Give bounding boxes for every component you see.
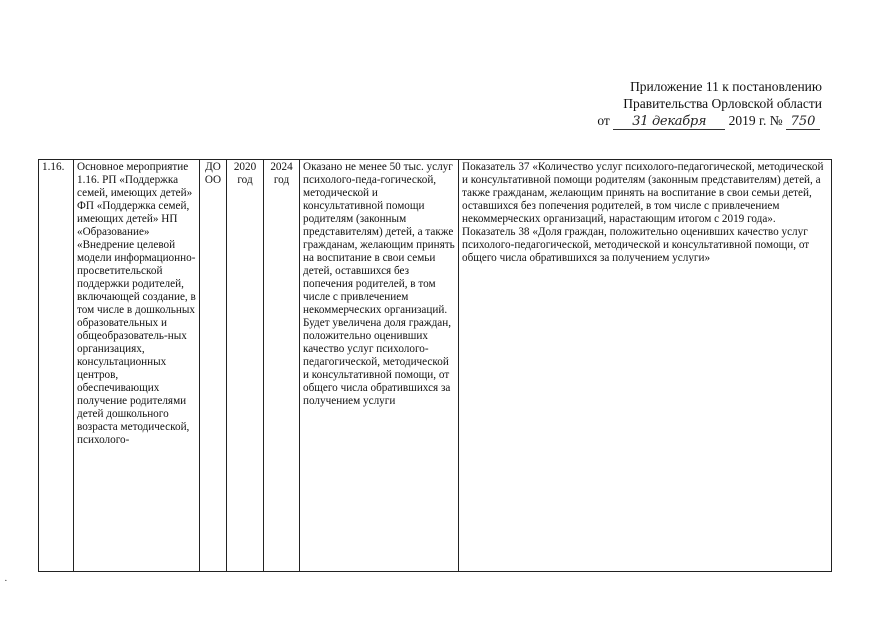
result-paragraph-2: Будет увеличена доля граждан, положительно оценивших качество услуг психолого-педагогической, методической и консультативной помощи, от общего числа обратившихся за получением услуги (303, 317, 452, 407)
handwritten-number: 750 (786, 115, 820, 130)
from-label: от (597, 113, 610, 128)
measures-table (38, 159, 832, 572)
cell-indicators (459, 160, 832, 572)
scan-mark: · (4, 575, 8, 587)
header-line-government: Правительства Орловской области (623, 96, 822, 111)
table-row (39, 160, 832, 572)
header-line-appendix: Приложение 11 к постановлению (630, 79, 822, 94)
indicator-37: Показатель 37 «Количество услуг психолого-педагогической, методической и консультативной помощи родителям (законным представителям) детей, а также гражданам, желающим принять на воспитание в свои семьи детей, оставшихся без попечения родителей, в том числе с привлечением некоммерческих организаций, нарастающим итогом с 2019 года». (462, 161, 824, 225)
indicator-38: Показатель 38 «Доля граждан, положительно оценивших качество услуг психолого-педагогической, методической и консультативной помощи, от общего числа обратившихся за получением услуги» (462, 226, 810, 264)
cell-measure-title: Основное мероприятие 1.16. РП «Поддержка семей, имеющих детей» ФП «Поддержка семей, имеющих детей» НП «Образование» «Внедрение целевой модели информационно-просветительской поддержки родителей, включающей создание, в том числе в дошкольных образовательных и общеобразователь-ных организациях, консультационных центров, обеспечивающих получение родителями детей дошкольного возраста методической, психолого- (74, 160, 200, 572)
cell-start-year: 2020 год (227, 160, 264, 572)
cell-executor: ДО ОО (200, 160, 227, 572)
year-label: 2019 г. № (728, 113, 783, 128)
header-line-date (540, 112, 860, 130)
handwritten-date: 31 декабря (613, 115, 725, 130)
result-paragraph-1: Оказано не менее 50 тыс. услуг психолого-педа-гогической, методической и консультативной помощи родителям (законным представителям) детей, а также гражданам, желающим принять на воспитание в свои семьи детей, оставшихся без попечения родителей, в том числе с привлечением некоммерческих организаций. (303, 161, 455, 316)
cell-expected-result (300, 160, 459, 572)
cell-number: 1.16. (39, 160, 74, 572)
cell-end-year: 2024 год (264, 160, 300, 572)
document-header (540, 78, 860, 130)
